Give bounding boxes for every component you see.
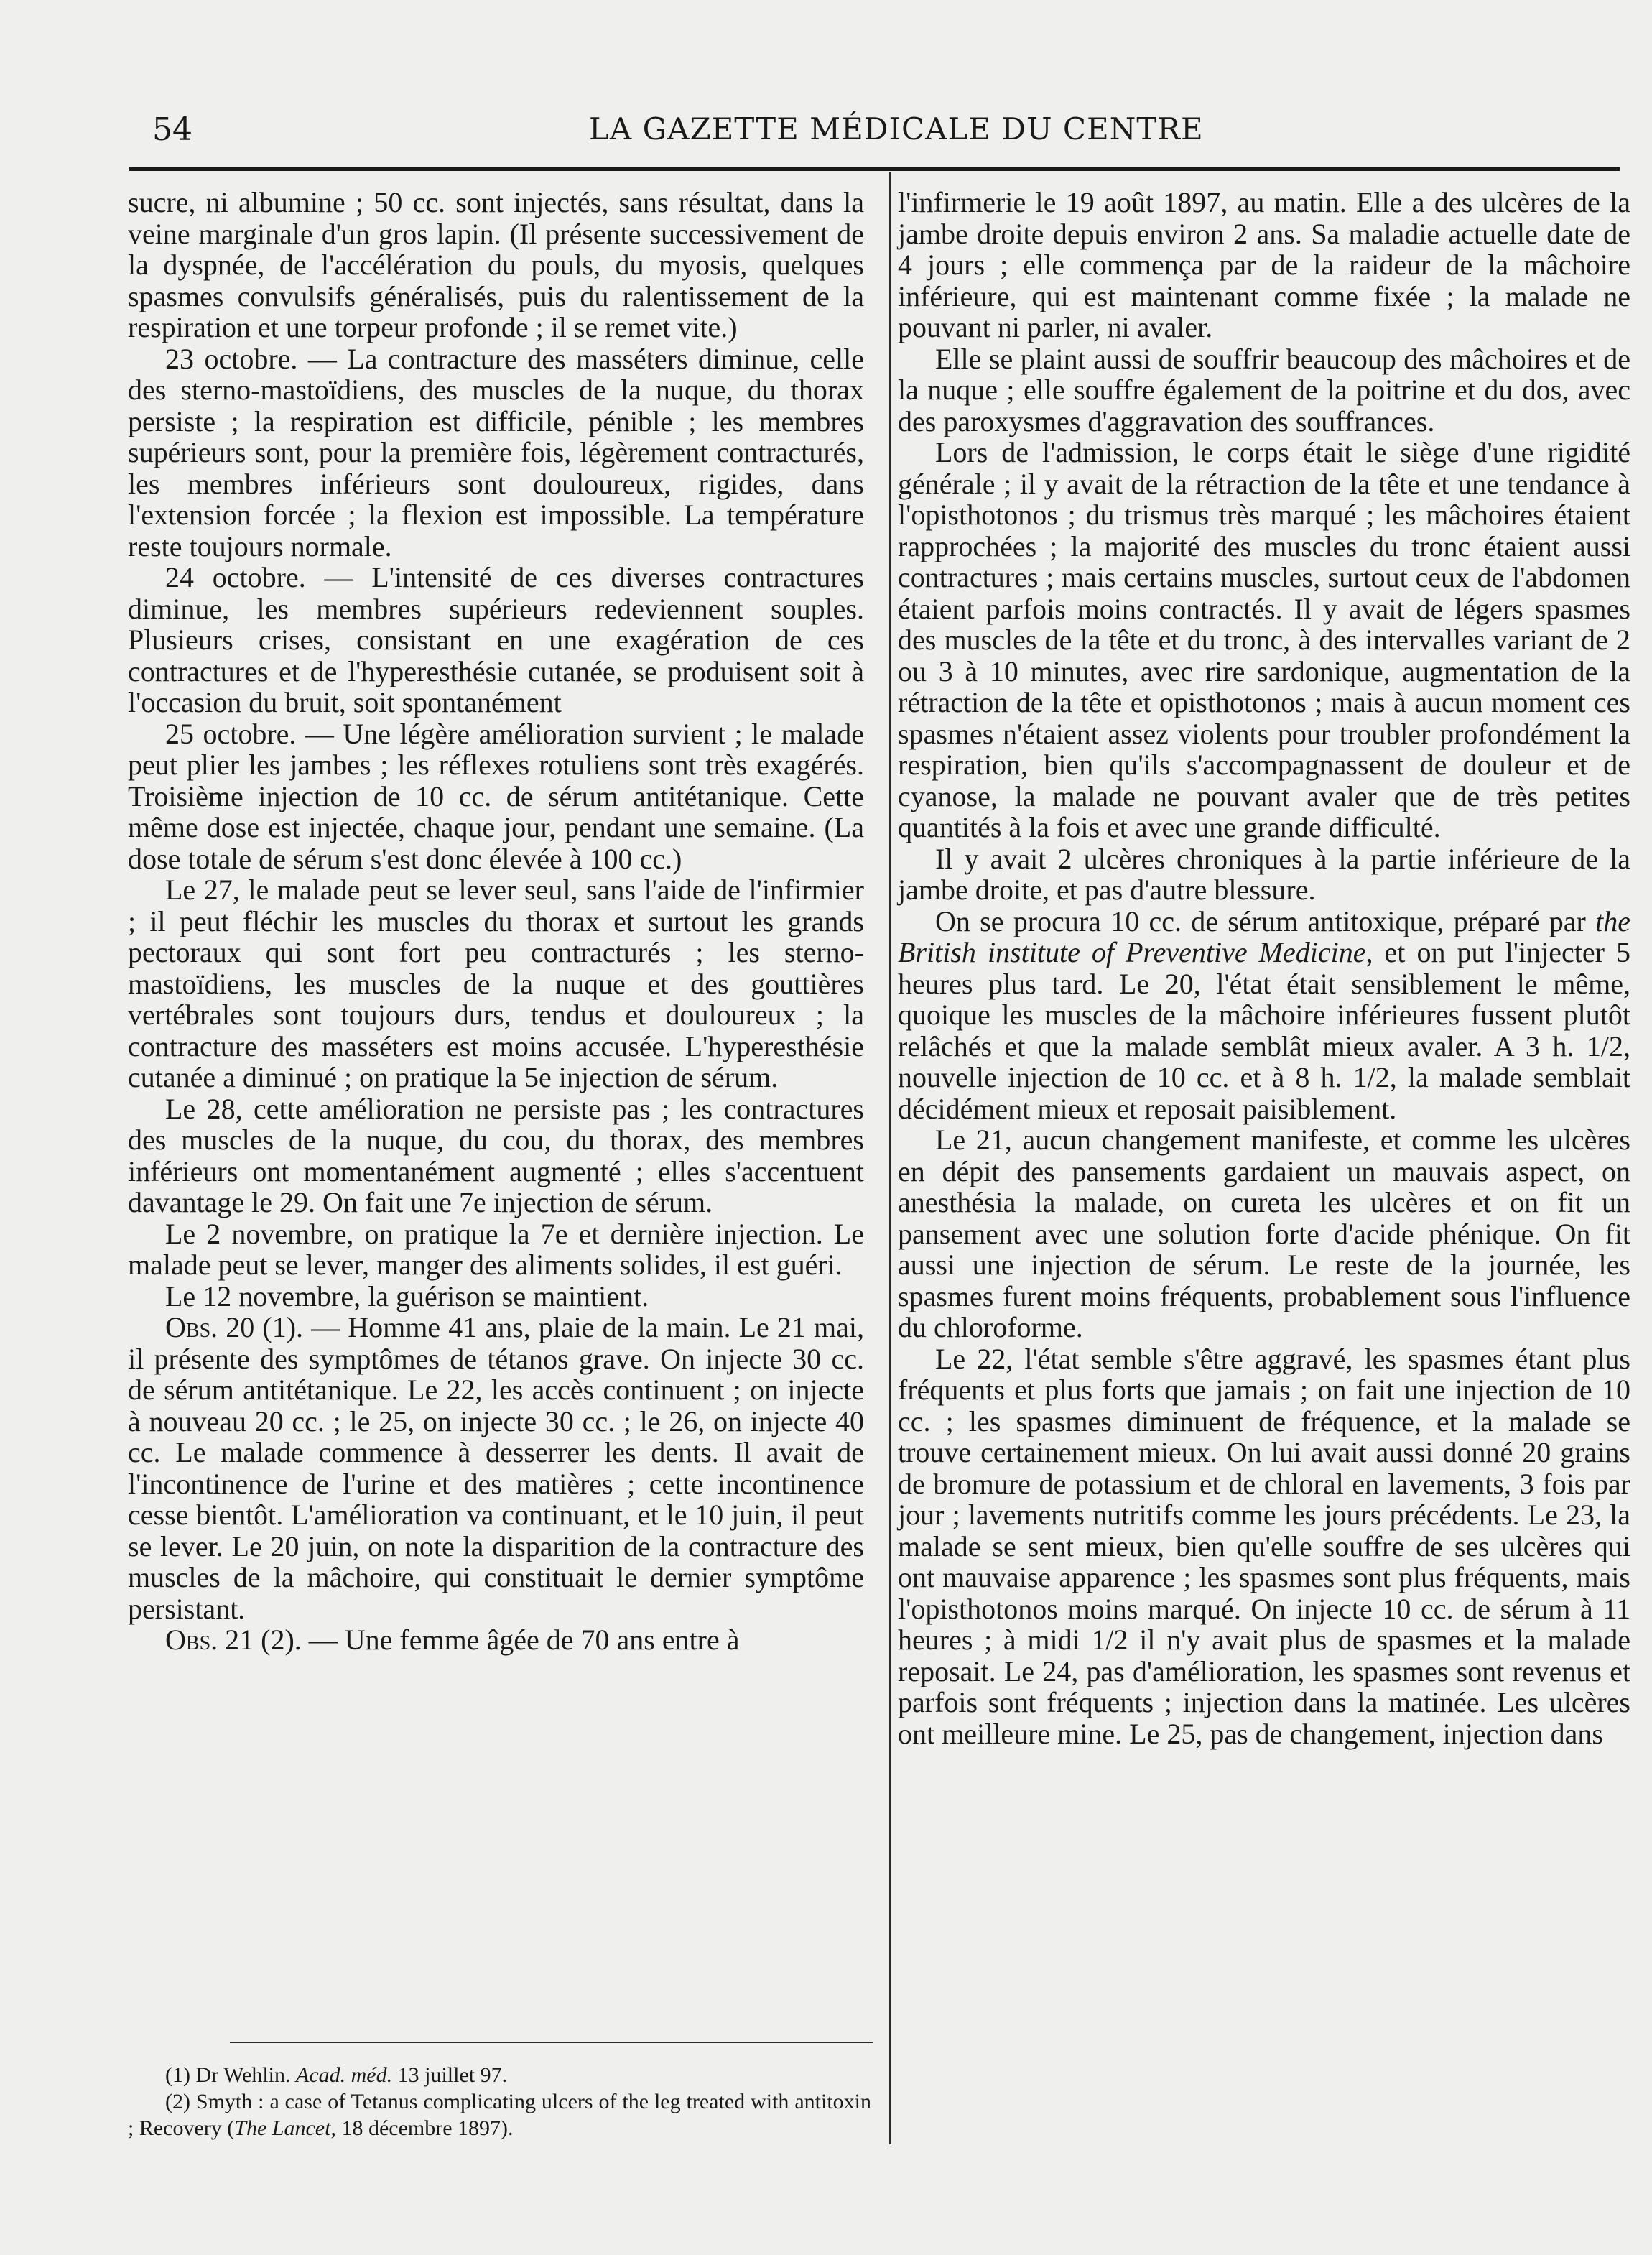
paragraph: Le 27, le malade peut se lever seul, sans l'aide de l'infirmier ; il peut fléchir les muscles du thorax et surtout les grands pectoraux qui sont fort peu contracturés ; les sterno-mastoïdiens, les muscles de la nuque et des gouttières vertébrales sont toujours durs, tendus et douloureux ; la contracture des masséters est moins accusée. L'hyperesthésie cutanée a diminué ; on pratique la 5e injection de sérum. (128, 874, 864, 1093)
paragraph-text: , et on put l'injecter 5 heures plus tard. Le 20, l'état était sensiblement le même, quoique les muscles de la mâchoire inférieures fussent plutôt relâchés et que la malade semblât mieux avaler. A 3 h. 1/2, nouvelle injection de 10 cc. et à 8 h. 1/2, la malade semblait décidément mieux et reposait paisiblement. (898, 936, 1630, 1125)
footnote-rule (230, 2042, 873, 2043)
paragraph: Lors de l'admission, le corps était le siège d'une rigidité générale ; il y avait de la rétraction de la tête et une tendance à l'opisthotonos ; du trismus très marqué ; les mâchoires étaient rapprochées ; la majorité des muscles du tronc étaient aussi contractures ; mais certains muscles, surtout ceux de l'abdomen étaient parfois moins contractés. Il y avait de légers spasmes des muscles de la tête et du tronc, à des intervalles variant de 2 ou 3 à 10 minutes, avec rire sardonique, augmentation de la rétraction de la tête et opisthotonos ; mais à aucun moment ces spasmes n'étaient assez violents pour troubler profondément la respiration, bien qu'ils s'accompagnassent de douleur et de cyanose, la malade ne pouvant avaler que de très petites quantités à la fois et avec une grande difficulté. (898, 436, 1630, 843)
paragraph: Le 21, aucun changement manifeste, et comme les ulcères en dépit des pansements gardaient un mauvais aspect, on anesthésia la malade, on cureta les ulcères et on fit un pansement avec une solution forte d'acide phénique. On fit aussi une injection de sérum. Le reste de la journée, les spasmes furent moins fréquents, probablement sous l'influence du chloroforme. (898, 1124, 1630, 1343)
footnote-text: (1) Dr Wehlin. (165, 2063, 296, 2087)
paragraph: l'infirmerie le 19 août 1897, au matin. Elle a des ulcères de la jambe droite depuis environ 2 ans. Sa maladie actuelle date de 4 jours ; elle commença par de la raideur de la mâchoire inférieure, qui est maintenant comme fixée ; la malade ne pouvant ni parler, ni avaler. (898, 186, 1630, 343)
paragraph (898, 906, 1630, 1125)
left-column (128, 187, 864, 1656)
footnote-source: Acad. méd. (296, 2063, 393, 2087)
paragraph: Le 2 novembre, on pratique la 7e et dernière injection. Le malade peut se lever, manger des aliments solides, il est guéri. (128, 1217, 864, 1281)
footnote-text: (2) Smyth : a case of Tetanus complicating ulcers of the leg treated with antitoxin ; Recovery ( (128, 2090, 871, 2140)
footnote-text: 13 juillet 97. (392, 2063, 508, 2087)
running-title: LA GAZETTE MÉDICALE DU CENTRE (589, 111, 1204, 147)
observation-label: Obs. 21 (2). (165, 1624, 302, 1656)
paragraph: Il y avait 2 ulcères chroniques à la partie inférieure de la jambe droite, et pas d'autre blessure. (898, 842, 1630, 906)
footnote-source: The Lancet (234, 2116, 331, 2140)
paragraph: 25 octobre. — Une légère amélioration survient ; le malade peut plier les jambes ; les réflexes rotuliens sont très exagérés. Troisième injection de 10 cc. de sérum antitétanique. Cette même dose est injectée, chaque jour, pendant une semaine. (La dose totale de sérum s'est donc élevée à 100 cc.) (128, 717, 864, 875)
paragraph (128, 1624, 864, 1656)
paragraph: Le 22, l'état semble s'être aggravé, les spasmes étant plus fréquents et plus forts que jamais ; on fait une injection de 10 cc. ; les spasmes diminuent de fréquence, et la malade se trouve certainement mieux. On lui avait aussi donné 20 grains de bromure de potassium et de chloral en lavements, 3 fois par jour ; lavements nutritifs comme les jours précédents. Le 23, la malade se sent mieux, bien qu'elle souffre de ses ulcères qui ont mauvaise apparence ; les spasmes sont plus fréquents, mais l'opisthotonos moins marqué. On injecte 10 cc. de sérum à 11 heures ; à midi 1/2 il n'y avait plus de spasmes et la malade reposait. Le 24, pas d'amélioration, les spasmes sont revenus et parfois sont fréquents ; injection dans la matinée. Les ulcères ont meilleure mine. Le 25, pas de changement, injection dans (898, 1342, 1630, 1750)
footnotes (128, 2062, 871, 2141)
paragraph: 23 octobre. — La contracture des masséters diminue, celle des sterno-mastoïdiens, des muscles de la nuque, du thorax persiste ; la respiration est difficile, pénible ; les membres supérieurs sont, pour la première fois, légèrement contracturés, les membres inférieurs sont douloureux, rigides, dans l'extension forcée ; la flexion est impossible. La température reste toujours normale. (128, 342, 864, 562)
paragraph (128, 1312, 864, 1624)
right-column (898, 187, 1630, 1749)
paragraph: sucre, ni albumine ; 50 cc. sont injectés, sans résultat, dans la veine marginale d'un gros lapin. (Il présente successivement de la dyspnée, de l'accélération du pouls, du myosis, quelques spasmes convulsifs généralisés, puis du ralentissement de la respiration et une torpeur profonde ; il se remet vite.) (128, 186, 864, 343)
observation-label: Obs. 20 (1). (165, 1311, 304, 1343)
paragraph-text: — Homme 41 ans, plaie de la main. Le 21 mai, il présente des symptômes de tétanos grave. On injecte 30 cc. de sérum antitétanique. Le 22, les accès continuent ; on injecte à nouveau 20 cc. ; le 25, on injecte 30 cc. ; le 26, on injecte 40 cc. Le malade commence à desserrer les dents. Il avait de l'incontinence de l'urine et des matières ; cette incontinence cesse bientôt. L'amélioration va continuant, et le 10 juin, il peut se lever. Le 20 juin, on note la disparition de la contracture des muscles de la mâchoire, qui constituait le dernier symptôme persistant. (128, 1311, 864, 1625)
footnote (128, 2088, 871, 2141)
footnote-text: , 18 décembre 1897). (330, 2116, 514, 2140)
header-rule (129, 167, 1620, 171)
column-divider (889, 172, 891, 2144)
paragraph-text: — Une femme âgée de 70 ans entre à (301, 1624, 740, 1656)
paragraph: Le 28, cette amélioration ne persiste pas ; les contractures des muscles de la nuque, du cou, du thorax, des membres inférieurs ont momentanément augmenté ; elles s'accentuent davantage le 29. On fait une 7e injection de sérum. (128, 1092, 864, 1218)
paragraph: Elle se plaint aussi de souffrir beaucoup des mâchoires et de la nuque ; elle souffre également de la poitrine et du dos, avec des paroxysmes d'aggravation des souffrances. (898, 342, 1630, 437)
paragraph: 24 octobre. — L'intensité de ces diverses contractures diminue, les membres supérieurs redeviennent souples. Plusieurs crises, consistant en une exagération de ces contractures et de l'hyperesthésie cutanée, se produisent soit à l'occasion du bruit, soit spontanément (128, 561, 864, 718)
institute-name: the British institute of Preventive Medicine (898, 904, 1630, 968)
paragraph: Le 12 novembre, la guérison se maintient. (165, 1279, 649, 1312)
paragraph-text: On se procura 10 cc. de sérum antitoxique, préparé par (935, 904, 1596, 937)
page-number: 54 (152, 111, 192, 148)
footnote (128, 2062, 871, 2088)
